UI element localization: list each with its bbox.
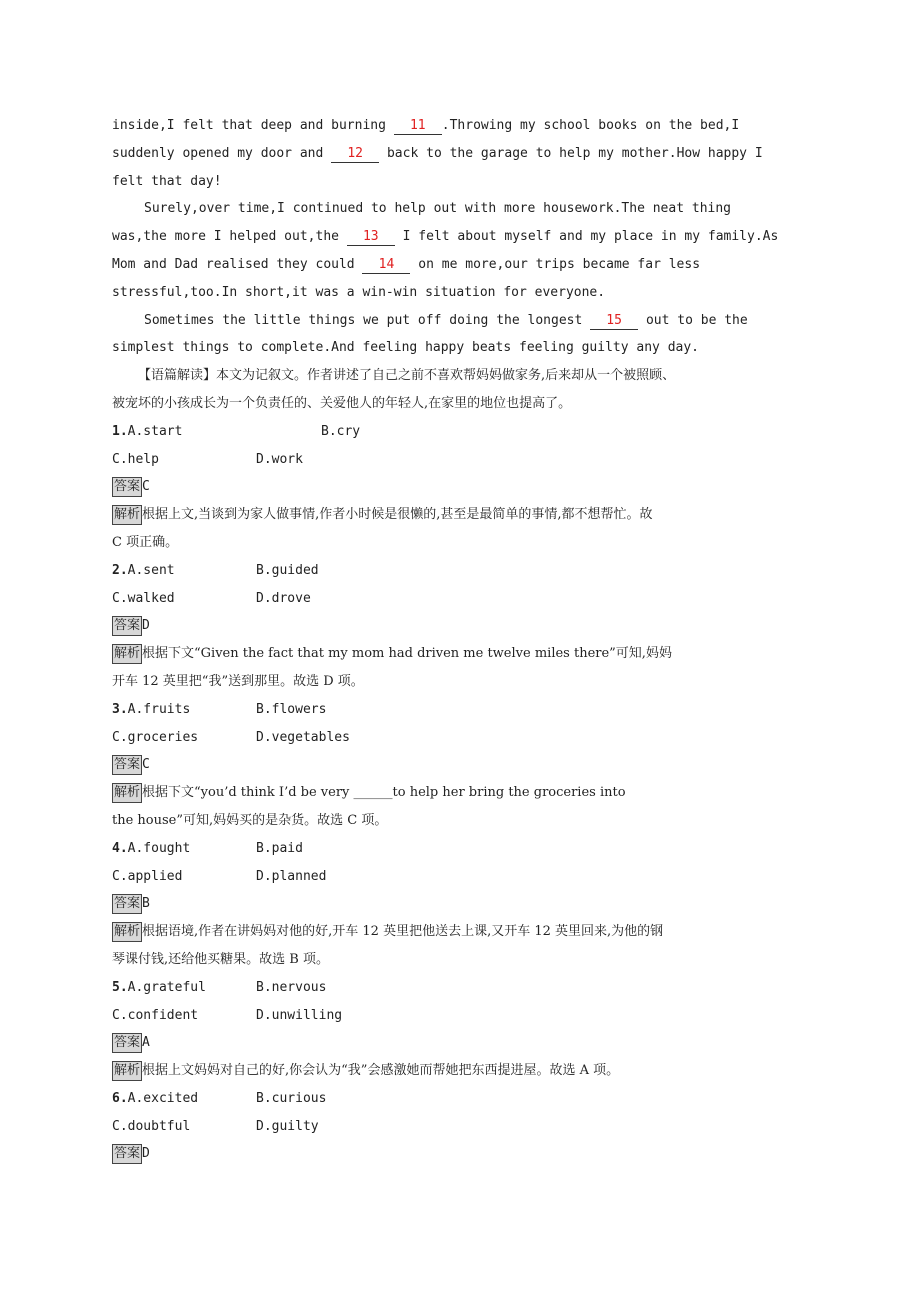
passage-line (112, 251, 812, 279)
analysis-text: C 项正确。 (112, 534, 179, 550)
answer-label: 答案 (112, 755, 142, 775)
passage-line: felt that day! (112, 173, 222, 189)
option-row (112, 863, 812, 891)
option-a: A.sent (127, 562, 175, 578)
passage-line: stressful,too.In short,it was a win-win situation for everyone. (112, 284, 606, 300)
option-row (112, 1002, 812, 1030)
option-b: B.cry (321, 423, 361, 439)
answer-row (112, 751, 812, 779)
question-list (112, 418, 812, 1169)
option-row (112, 446, 812, 474)
option-b: B.curious (256, 1090, 327, 1106)
passage-line (112, 140, 812, 168)
option-c: C.walked (112, 590, 175, 606)
analysis-line (112, 529, 812, 557)
text: I felt about myself and my place in my family.As (394, 229, 779, 245)
option-row (112, 557, 812, 585)
answer-label: 答案 (112, 1033, 142, 1053)
summary-line: 被宠坏的小孩成长为一个负责任的、关爱他人的年轻人,在家里的地位也提高了。 (112, 395, 572, 411)
option-a: A.grateful (127, 979, 206, 995)
text: suddenly opened my door and (112, 145, 332, 161)
analysis-text: 琴课付钱,还给他买糖果。故选 B 项。 (112, 951, 329, 967)
option-d: D.vegetables (256, 729, 350, 745)
analysis-line (112, 807, 812, 835)
passage-line: simplest things to complete.And feeling happy beats feeling guilty any day. (112, 340, 699, 356)
passage-line: Surely,over time,I continued to help out with more housework.The neat thing (144, 201, 731, 217)
option-row (112, 585, 812, 613)
answer-label: 答案 (112, 894, 142, 914)
option-b: B.guided (256, 562, 319, 578)
option-c: C.doubtful (112, 1118, 191, 1134)
option-d: D.guilty (256, 1118, 319, 1134)
text: Mom and Dad realised they could (112, 256, 363, 272)
answer-label: 答案 (112, 477, 142, 497)
answer-value: C (142, 479, 150, 495)
text: Sometimes the little things we put off doing the longest (144, 312, 591, 328)
analysis-text: 根据下文“Given the fact that my mom had driven me twelve miles there”可知,妈妈 (142, 646, 672, 662)
answer-value: B (142, 896, 150, 912)
option-c: C.confident (112, 1007, 199, 1023)
option-d: D.drove (256, 590, 311, 606)
summary-line: 【语篇解读】本文为记叙文。作者讲述了自己之前不喜欢帮妈妈做家务,后来却从一个被照顾、 (138, 368, 676, 384)
text: .Throwing my school books on the bed,I (441, 118, 740, 133)
option-row (112, 1113, 812, 1141)
passage-line (112, 223, 812, 251)
analysis-text: the house”可知,妈妈买的是杂货。故选 C 项。 (112, 812, 388, 828)
analysis-line (112, 1057, 812, 1085)
analysis-label: 解析 (112, 1061, 142, 1081)
analysis-text: 根据语境,作者在讲妈妈对他的好,开车 12 英里把他送去上课,又开车 12 英里回来,为他的钢 (142, 924, 664, 940)
option-c: C.groceries (112, 729, 199, 745)
answer-row (112, 1029, 812, 1057)
option-d: D.planned (256, 868, 327, 884)
answer-value: C (142, 757, 150, 773)
option-b: B.paid (256, 840, 303, 856)
answer-row (112, 612, 812, 640)
analysis-line (112, 946, 812, 974)
blank-15: 15 (590, 313, 638, 330)
analysis-label: 解析 (112, 505, 142, 525)
text: back to the garage to help my mother.How happy I (379, 145, 763, 161)
analysis-line (112, 501, 812, 529)
passage-line (112, 307, 812, 335)
option-row (112, 974, 812, 1002)
option-c: C.help (112, 451, 159, 467)
blank-12: 12 (331, 146, 379, 163)
option-d: D.unwilling (256, 1007, 343, 1023)
question-number: 6. (112, 1090, 128, 1106)
text: was,the more I helped out,the (112, 229, 347, 245)
analysis-text: 根据下文“you’d think I’d be very ______to help her bring the groceries into (142, 785, 626, 801)
passage-line (112, 112, 812, 140)
analysis-line (112, 640, 812, 668)
option-row (112, 835, 812, 863)
analysis-label: 解析 (112, 644, 142, 664)
analysis-label: 解析 (112, 922, 142, 942)
answer-label: 答案 (112, 1144, 142, 1164)
option-row (112, 696, 812, 724)
option-a: A.fought (127, 840, 191, 856)
question-number: 3. (112, 701, 128, 717)
question-number: 5. (112, 979, 128, 995)
text: on me more,our trips became far less (410, 256, 701, 272)
option-c: C.applied (112, 868, 183, 884)
question-number: 1. (112, 423, 128, 439)
question-number: 4. (112, 840, 128, 856)
answer-value: A (142, 1035, 150, 1051)
question-number: 2. (112, 562, 128, 578)
blank-14: 14 (362, 257, 410, 274)
document-content (112, 112, 812, 1168)
analysis-label: 解析 (112, 783, 142, 803)
option-a: A.fruits (127, 701, 191, 717)
analysis-line (112, 918, 812, 946)
option-row (112, 418, 812, 446)
option-b: B.flowers (256, 701, 327, 717)
answer-value: D (142, 618, 150, 634)
option-row (112, 724, 812, 752)
analysis-text: 根据上文,当谈到为家人做事情,作者小时候是很懒的,甚至是最简单的事情,都不想帮忙。故 (142, 507, 653, 523)
answer-label: 答案 (112, 616, 142, 636)
text: inside,I felt that deep and burning (112, 118, 394, 133)
option-a: A.start (127, 423, 183, 439)
option-b: B.nervous (256, 979, 327, 995)
answer-row (112, 1140, 812, 1168)
analysis-line (112, 779, 812, 807)
blank-13: 13 (347, 229, 395, 246)
blank-11: 11 (394, 118, 442, 135)
answer-value: D (142, 1146, 150, 1162)
option-row (112, 1085, 812, 1113)
answer-row (112, 890, 812, 918)
analysis-text: 根据上文妈妈对自己的好,你会认为“我”会感激她而帮她把东西提进屋。故选 A 项。 (142, 1063, 620, 1079)
option-d: D.work (256, 451, 303, 467)
analysis-text: 开车 12 英里把“我”送到那里。故选 D 项。 (112, 673, 364, 689)
option-a: A.excited (127, 1090, 199, 1106)
answer-row (112, 473, 812, 501)
text: out to be the (638, 312, 748, 328)
analysis-line (112, 668, 812, 696)
